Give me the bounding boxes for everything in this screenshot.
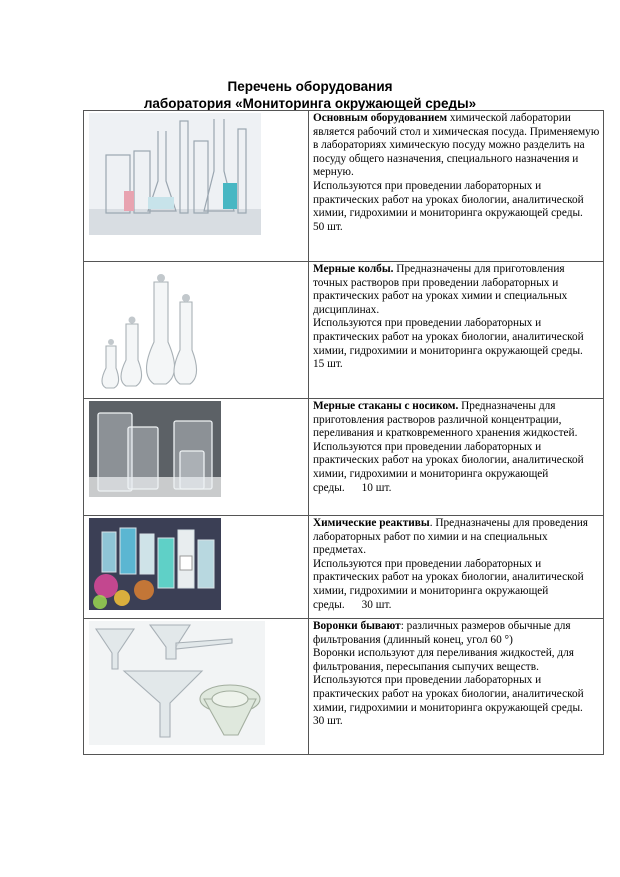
item-term: Воронки бывают [313, 620, 401, 632]
item-usage: Используются при проведении лабораторных и практических работ на уроках биологии, аналитической химии, гидрохимии и мониторинга окружающей среды. [313, 317, 584, 357]
table-row [84, 516, 604, 619]
item-description: Предназначены для приготовления точных растворов при проведении лабораторных и практических работ на уроках химии и специальных дисциплинах. [313, 263, 568, 316]
laboratory-glassware-photo [84, 111, 308, 261]
item-description: Предназначены для приготовления растворов различной концентрации, переливания и кратковременного хранения жидкостей. [313, 400, 578, 440]
image-cell [84, 111, 309, 262]
item-term: Основным оборудованием [313, 112, 448, 124]
table-row [84, 111, 604, 262]
description-cell [309, 111, 604, 262]
document-subtitle: лаборатория «Мониторинга окружающей среды» [143, 96, 477, 111]
table-row [84, 399, 604, 516]
description-cell [309, 516, 604, 619]
document-title: Перечень оборудования [227, 79, 393, 94]
table-row [84, 619, 604, 755]
item-usage: Используются при проведении лабораторных и практических работ на уроках биологии, аналитической химии, гидрохимии и мониторинга окружающей среды. [313, 440, 584, 494]
funnels-photo [84, 619, 308, 754]
item-usage: Используются при проведении лабораторных и практических работ на уроках биологии, аналитической химии, гидрохимии и мониторинга окружающей среды. [313, 674, 584, 714]
image-cell [84, 399, 309, 516]
item-term: Мерные колбы. [313, 263, 394, 275]
chemical-reagents-photo [84, 516, 308, 618]
item-usage: Используются при проведении лабораторных и практических работ на уроках биологии, аналитической химии, гидрохимии и мониторинга окружающей среды. [313, 557, 584, 611]
volumetric-flasks-photo [84, 262, 308, 398]
image-cell [84, 516, 309, 619]
table-row [84, 262, 604, 399]
description-cell [309, 399, 604, 516]
item-quantity: 15 шт. [313, 358, 343, 371]
item-description-extra: Воронки используют для переливания жидкостей, для фильтрования, пересыпания сыпучих веществ. [313, 647, 575, 673]
item-description: химической лаборатории является рабочий стол и химическая посуда. Применяемую в лабораториях химическую посуду можно разделить на посуду общего назначения, специального назначения и мерную. [313, 112, 600, 179]
item-quantity: 30 шт. [361, 598, 392, 611]
description-cell [309, 262, 604, 399]
item-description: . Предназначены для проведения лабораторных работ по химии и на специальных предметах. [313, 517, 588, 557]
measuring-beakers-photo [84, 399, 308, 515]
description-cell [309, 619, 604, 755]
item-quantity: 10 шт. [361, 481, 392, 494]
item-term: Мерные стаканы с носиком. [313, 400, 459, 412]
image-cell [84, 262, 309, 399]
item-usage: Используются при проведении лабораторных и практических работ на уроках биологии, аналитической химии, гидрохимии и мониторинга окружающей среды. [313, 179, 584, 220]
item-quantity: 30 шт. [313, 715, 343, 728]
equipment-table [83, 110, 604, 755]
item-quantity: 50 шт. [313, 220, 343, 233]
image-cell [84, 619, 309, 755]
item-description: : различных размеров обычные для фильтрования (длинный конец, угол 60 °) [313, 620, 571, 646]
item-term: Химические реактивы [313, 517, 430, 529]
